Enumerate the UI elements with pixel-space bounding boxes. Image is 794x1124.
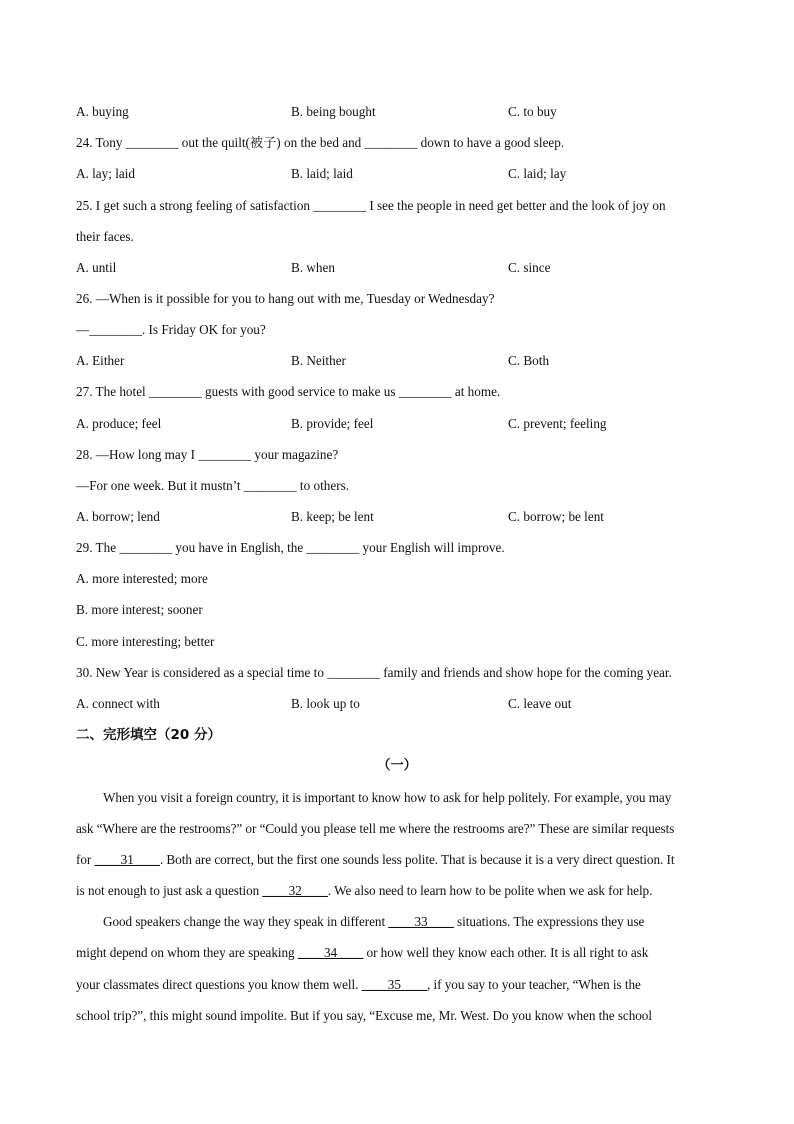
q30-option-a: A. connect with [76,696,160,711]
q28-options [76,507,718,527]
q25-option-b: B. when [291,260,335,275]
q28-stem-line1: 28. —How long may I ________ your magazine? [76,447,339,462]
passage-p1-line3 [76,850,718,870]
blank-31: ____31____ [94,852,160,867]
passage-p2-line2 [76,943,718,963]
q24-option-c: C. laid; lay [508,166,567,181]
q23-option-a: A. buying [76,104,129,119]
q27-option-a: A. produce; feel [76,416,162,431]
q30-option-c: C. leave out [508,696,572,711]
blank-32: ____32____ [262,883,328,898]
text-segment: for [76,852,95,867]
q24-option-b: B. laid; laid [291,166,353,181]
text-segment: . We also need to learn how to be polite when we ask for help. [327,883,653,898]
text-segment: situations. The expressions they use [453,914,645,929]
blank-35: ____35____ [361,977,428,992]
q23-options [76,102,718,122]
q25-option-a: A. until [76,260,117,275]
text-segment: Good speakers change the way they speak in different [103,914,389,929]
passage-p2-line1 [76,912,718,932]
q24-option-a: A. lay; laid [76,166,135,181]
q26-option-b: B. Neither [291,353,346,368]
q28-option-c: C. borrow; be lent [508,509,604,524]
q25-stem-line2: their faces. [76,229,134,244]
q25-option-c: C. since [508,260,551,275]
q29-stem: 29. The ________ you have in English, the ________ your English will improve. [76,540,505,555]
q24-options [76,164,718,184]
passage-p2-line4: school trip?”, this might sound impolite. But if you say, “Excuse me, Mr. West. Do you know when the school [76,1008,652,1023]
q27-stem: 27. The hotel ________ guests with good service to make us ________ at home. [76,384,501,399]
passage-p2-line3 [76,975,718,995]
q27-option-b: B. provide; feel [291,416,374,431]
q26-option-a: A. Either [76,353,125,368]
q29-option-a: A. more interested; more [76,571,208,586]
q28-option-a: A. borrow; lend [76,509,160,524]
q24-stem: 24. Tony ________ out the quilt(被子) on the bed and ________ down to have a good sleep. [76,135,565,150]
q26-stem-line1: 26. —When is it possible for you to hang out with me, Tuesday or Wednesday? [76,291,495,306]
q26-option-c: C. Both [508,353,550,368]
blank-33: ____33____ [388,914,454,929]
passage-p1-line1: When you visit a foreign country, it is important to know how to ask for help politely. For example, you may [103,790,672,805]
part-title: （一） [377,758,417,773]
text-segment: might depend on whom they are speaking [76,945,298,960]
q26-options [76,351,718,371]
passage-p1-line2: ask “Where are the restrooms?” or “Could you please tell me where the restrooms are?” These are similar requests [76,821,675,836]
q30-option-b: B. look up to [291,696,360,711]
q27-options [76,414,718,434]
q30-stem: 30. New Year is considered as a special time to ________ family and friends and show hope for the coming year. [76,665,672,680]
q28-stem-line2: —For one week. But it mustn’t ________ to others. [76,478,350,493]
q29-option-c: C. more interesting; better [76,634,215,649]
q26-stem-line2: —________. Is Friday OK for you? [76,322,266,337]
q28-option-b: B. keep; be lent [291,509,374,524]
text-segment: , if you say to your teacher, “When is the [427,977,641,992]
text-segment: your classmates direct questions you know them well. [76,977,362,992]
q23-option-c: C. to buy [508,104,557,119]
q27-option-c: C. prevent; feeling [508,416,607,431]
section-heading: 二、完形填空（20 分） [76,727,221,743]
q25-stem-line1: 25. I get such a strong feeling of satisfaction ________ I see the people in need get better and the look of joy on [76,198,666,213]
q25-options [76,258,718,278]
blank-34: ____34____ [297,945,364,960]
text-segment: . Both are correct, but the first one sounds less polite. That is because it is a very direct question. It [159,852,675,867]
text-segment: is not enough to just ask a question [76,883,263,898]
q30-options [76,694,718,714]
q29-option-b: B. more interest; sooner [76,602,203,617]
passage-p1-line4 [76,881,718,901]
q23-option-b: B. being bought [291,104,376,119]
text-segment: or how well they know each other. It is all right to ask [363,945,649,960]
